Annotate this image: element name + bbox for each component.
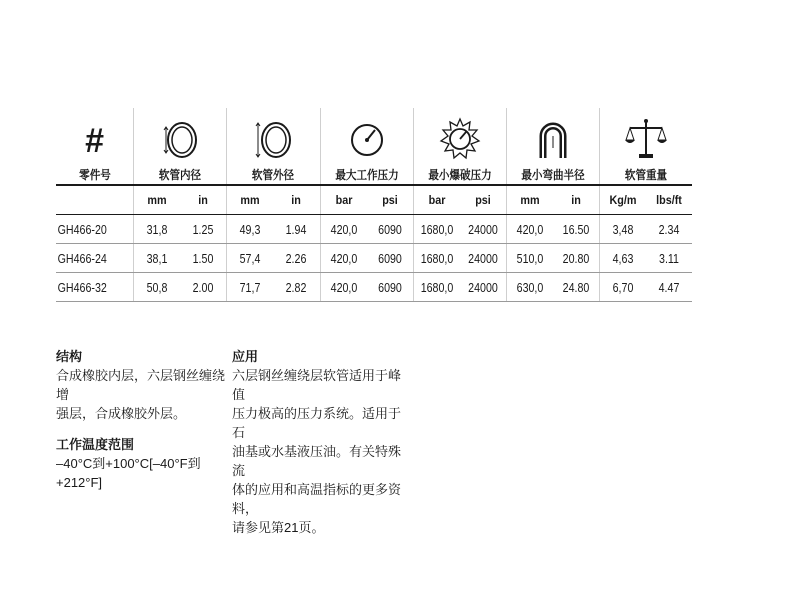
construction-line: 强层，合成橡胶外层。 [56,406,187,421]
hose-outer-diameter-icon [253,118,293,162]
value: 2.82 [286,279,307,295]
value: 1.25 [192,221,214,237]
part-number: GH466-20 [57,221,107,237]
application-heading: 应用 [232,349,259,364]
value-cell [413,273,506,301]
value-cell [226,215,319,243]
value: 49,3 [240,221,261,237]
value: 510,0 [516,250,544,266]
part-number: GH466-24 [57,250,107,266]
unit-label: in [570,193,581,207]
part-number: GH466-32 [57,279,107,295]
value-cell [506,273,599,301]
value-cell [413,244,506,272]
application-line: 体的应用和高温指标的更多资料， [232,482,402,516]
construction-heading: 结构 [56,349,83,364]
value: 420,0 [330,250,357,266]
value: 38,1 [146,250,168,266]
temperature-text: –40°C到+100°C[–40°F到 +212°F] [56,456,201,490]
value: 6,70 [612,279,634,295]
value: 630,0 [516,279,544,295]
value: 1680,0 [420,279,453,295]
value: 4,63 [612,250,634,266]
header-col-outer-diameter [226,108,319,184]
unit-label: bar [428,193,446,207]
application-line: 请参见第21页。 [232,520,325,535]
units-cell [320,186,413,214]
units-cell [599,186,692,214]
application-section [232,347,412,537]
units-cell [226,186,319,214]
value-cell [506,215,599,243]
value: 2.26 [286,250,307,266]
value: 24.80 [562,279,590,295]
header-label-inner-diameter: 软管内径 [159,168,202,182]
value-cell [320,273,413,301]
value-cell [506,244,599,272]
unit-label: mm [240,193,260,207]
spec-table [56,108,692,302]
header-col-burst-pressure [413,108,506,184]
part-number-cell [56,273,133,301]
table-row [56,215,692,244]
value-cell [599,215,692,243]
value-cell [133,215,226,243]
value: 1680,0 [420,221,453,237]
application-line: 六层钢丝缠绕层软管适用于峰值 [232,368,402,402]
header-label-outer-diameter: 软管外径 [252,168,295,182]
hose-inner-diameter-icon [160,118,200,162]
value: 420,0 [330,279,357,295]
value: 24000 [467,250,498,266]
value: 1680,0 [420,250,453,266]
header-label-max-pressure: 最大工作压力 [334,168,399,182]
bend-radius-icon [533,118,573,162]
unit-label: lbs/ft [655,193,682,207]
value: 3,48 [612,221,634,237]
unit-label: in [291,193,302,207]
value: 6090 [377,221,402,237]
construction-section [56,347,226,492]
value: 1.50 [192,250,214,266]
value: 6090 [377,279,402,295]
value: 24000 [467,279,498,295]
value: 2.34 [658,221,680,237]
header-label-bend-radius: 最小弯曲半径 [521,168,585,182]
value-cell [133,273,226,301]
value: 24000 [467,221,498,237]
value-cell [320,215,413,243]
header-col-inner-diameter [133,108,226,184]
value-cell [599,273,692,301]
table-row [56,244,692,273]
unit-label: Kg/m [609,193,637,207]
units-cell [413,186,506,214]
value: 3.11 [658,250,679,266]
units-cell [133,186,226,214]
value-cell [413,215,506,243]
table-row [56,273,692,302]
burst-pressure-icon [438,116,482,162]
application-line: 压力极高的压力系统。适用于石 [232,406,402,440]
unit-label: psi [381,193,398,207]
value: 50,8 [146,279,168,295]
header-col-bend-radius [506,108,599,184]
units-cell [506,186,599,214]
part-number-cell [56,244,133,272]
value: 31,8 [146,221,168,237]
header-label-part: 零件号 [78,168,111,182]
units-row [56,186,692,215]
value-cell [599,244,692,272]
value-cell [226,244,319,272]
pressure-gauge-icon [347,118,387,162]
value: 1.94 [286,221,307,237]
value: 16.50 [562,221,590,237]
header-icon-row [56,108,692,184]
weight-scale-icon [624,116,668,162]
header-label-burst-pressure: 最小爆破压力 [428,168,492,182]
value: 57,4 [240,250,261,266]
value: 2.00 [192,279,214,295]
unit-label: mm [520,193,540,207]
unit-label: in [198,193,209,207]
value: 420,0 [516,221,544,237]
unit-label: bar [335,193,352,207]
header-col-max-pressure [320,108,413,184]
unit-label: psi [474,193,491,207]
value: 71,7 [240,279,261,295]
value-cell [133,244,226,272]
application-line: 油基或水基液压油。有关特殊流 [232,444,402,478]
part-number-cell [56,215,133,243]
unit-label: mm [147,193,167,207]
value-cell [320,244,413,272]
value: 20.80 [562,250,590,266]
header-col-part [56,108,133,184]
header-col-weight [599,108,692,184]
units-cell-empty [56,186,133,214]
value-cell [226,273,319,301]
construction-line: 合成橡胶内层，六层钢丝缠绕增 [56,368,226,402]
hash-icon: # [85,122,105,160]
value: 6090 [377,250,402,266]
header-label-weight: 软管重量 [624,168,668,182]
value: 4.47 [658,279,680,295]
value: 420,0 [330,221,357,237]
temperature-heading: 工作温度范围 [56,437,135,452]
